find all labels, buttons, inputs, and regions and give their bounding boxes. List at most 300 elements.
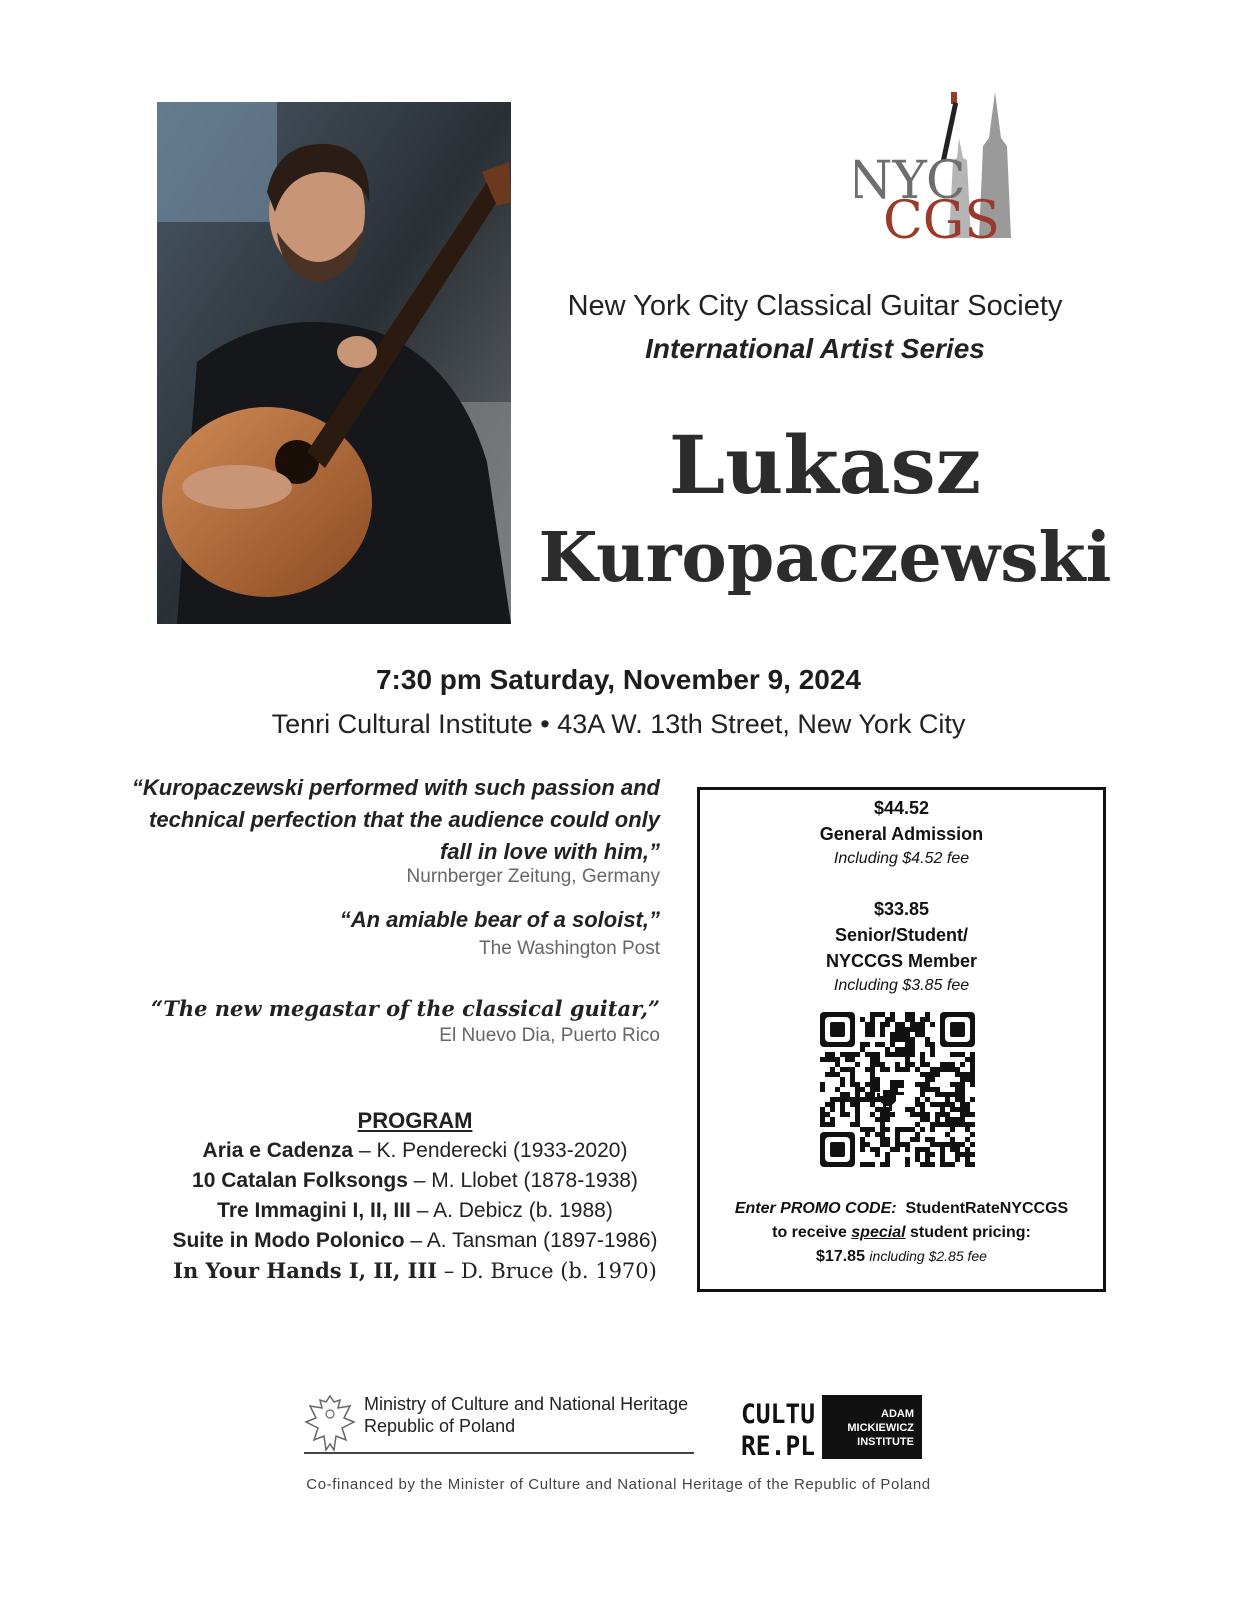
qr-module xyxy=(895,1147,900,1152)
qr-module xyxy=(885,1022,890,1027)
promo-prefix: Enter PROMO CODE: xyxy=(734,1200,897,1217)
adam-mickiewicz-institute-logo xyxy=(822,1395,922,1459)
qr-module xyxy=(910,1127,915,1132)
qr-module xyxy=(920,1022,925,1027)
promo-line-3 xyxy=(700,1248,1103,1266)
qr-module xyxy=(845,1092,850,1097)
qr-module xyxy=(890,1042,895,1047)
qr-module xyxy=(880,1027,885,1032)
qr-module xyxy=(870,1072,875,1077)
qr-module xyxy=(910,1017,915,1022)
qr-module xyxy=(965,1077,970,1082)
polish-eagle-emblem xyxy=(304,1392,356,1454)
qr-module xyxy=(950,1147,955,1152)
qr-module xyxy=(855,1062,860,1067)
qr-module xyxy=(925,1087,930,1092)
qr-module xyxy=(895,1037,900,1042)
qr-module xyxy=(865,1142,870,1147)
qr-module xyxy=(935,1087,940,1092)
qr-module xyxy=(970,1057,975,1062)
qr-module xyxy=(870,1052,875,1057)
qr-module xyxy=(905,1042,910,1047)
promo-line-1 xyxy=(700,1200,1103,1218)
qr-module xyxy=(970,1162,975,1167)
qr-module xyxy=(880,1022,885,1027)
qr-module xyxy=(970,1062,975,1067)
qr-module xyxy=(940,1107,945,1112)
qr-module xyxy=(915,1032,920,1037)
qr-module xyxy=(890,1017,895,1022)
qr-module xyxy=(890,1147,895,1152)
qr-module xyxy=(955,1152,960,1157)
qr-module xyxy=(880,1112,885,1117)
qr-module xyxy=(850,1077,855,1082)
qr-module xyxy=(860,1137,865,1142)
qr-module xyxy=(885,1157,890,1162)
qr-module xyxy=(915,1067,920,1072)
qr-module xyxy=(900,1027,905,1032)
quote-2-source: The Washington Post xyxy=(479,938,660,959)
qr-module xyxy=(855,1107,860,1112)
qr-module xyxy=(870,1162,875,1167)
qr-finder xyxy=(820,1012,855,1047)
qr-module xyxy=(930,1102,935,1107)
qr-module xyxy=(910,1062,915,1067)
qr-module xyxy=(890,1052,895,1057)
qr-module xyxy=(885,1137,890,1142)
ministry-line: Republic of Poland xyxy=(364,1416,516,1436)
qr-module xyxy=(935,1072,940,1077)
qr-module xyxy=(930,1142,935,1147)
qr-module xyxy=(950,1067,955,1072)
qr-module xyxy=(960,1102,965,1107)
qr-module xyxy=(960,1062,965,1067)
qr-module xyxy=(895,1022,900,1027)
qr-module xyxy=(860,1042,865,1047)
qr-module xyxy=(935,1102,940,1107)
qr-module xyxy=(910,1022,915,1027)
qr-module xyxy=(845,1052,850,1057)
qr-module xyxy=(930,1052,935,1057)
qr-module xyxy=(970,1052,975,1057)
qr-module xyxy=(835,1087,840,1092)
qr-module xyxy=(895,1047,900,1052)
qr-module xyxy=(840,1077,845,1082)
promo-text: to receive xyxy=(772,1224,852,1241)
qr-module xyxy=(870,1067,875,1072)
qr-module xyxy=(860,1127,865,1132)
promo-text: student pricing: xyxy=(905,1224,1031,1241)
qr-module xyxy=(860,1097,865,1102)
qr-module xyxy=(945,1112,950,1117)
qr-module xyxy=(875,1052,880,1057)
qr-module xyxy=(940,1092,945,1097)
qr-module xyxy=(885,1017,890,1022)
culture-logo-text: CULTU xyxy=(741,1399,815,1430)
qr-module xyxy=(970,1097,975,1102)
qr-module xyxy=(930,1077,935,1082)
qr-module xyxy=(830,1102,835,1107)
piece-title: In Your Hands I, II, III xyxy=(173,1258,438,1283)
qr-module xyxy=(860,1087,865,1092)
qr-module xyxy=(870,1012,875,1017)
qr-module xyxy=(930,1122,935,1127)
qr-module xyxy=(965,1162,970,1167)
qr-module xyxy=(905,1052,910,1057)
qr-module xyxy=(870,1022,875,1027)
qr-module xyxy=(970,1082,975,1087)
qr-module xyxy=(915,1082,920,1087)
qr-module xyxy=(895,1067,900,1072)
quote-2 xyxy=(130,904,660,936)
qr-module xyxy=(920,1072,925,1077)
qr-module xyxy=(870,1102,875,1107)
qr-module xyxy=(865,1097,870,1102)
qr-module xyxy=(895,1062,900,1067)
qr-module xyxy=(965,1137,970,1142)
program-item xyxy=(140,1226,690,1256)
ticket-qr-code[interactable] xyxy=(820,1012,975,1167)
qr-module xyxy=(875,1042,880,1047)
qr-module xyxy=(955,1117,960,1122)
qr-module xyxy=(905,1127,910,1132)
qr-module xyxy=(870,1127,875,1132)
qr-module xyxy=(950,1107,955,1112)
qr-module xyxy=(855,1092,860,1097)
qr-module xyxy=(900,1022,905,1027)
reduced-label-1: Senior/Student/ xyxy=(834,925,968,945)
qr-module xyxy=(920,1102,925,1107)
qr-module xyxy=(950,1122,955,1127)
qr-module xyxy=(880,1117,885,1122)
promo-line-2 xyxy=(700,1224,1103,1242)
qr-module xyxy=(925,1147,930,1152)
qr-module xyxy=(950,1102,955,1107)
qr-module xyxy=(910,1137,915,1142)
nyccgs-logo xyxy=(855,88,1035,248)
qr-module xyxy=(940,1162,945,1167)
qr-module xyxy=(960,1122,965,1127)
reduced-fee: Including $3.85 fee xyxy=(833,977,970,994)
qr-module xyxy=(890,1037,895,1042)
qr-module xyxy=(950,1127,955,1132)
qr-module xyxy=(840,1107,845,1112)
qr-module xyxy=(950,1082,955,1087)
qr-module xyxy=(925,1042,930,1047)
qr-module xyxy=(890,1012,895,1017)
qr-module xyxy=(905,1057,910,1062)
qr-module xyxy=(880,1162,885,1167)
qr-module xyxy=(950,1137,955,1142)
qr-module xyxy=(880,1122,885,1127)
qr-module xyxy=(910,1042,915,1047)
qr-module xyxy=(935,1142,940,1147)
qr-module xyxy=(885,1162,890,1167)
qr-module xyxy=(960,1097,965,1102)
series-title: International Artist Series xyxy=(645,333,985,364)
qr-module xyxy=(870,1077,875,1082)
qr-module xyxy=(960,1142,965,1147)
qr-module xyxy=(870,1112,875,1117)
qr-finder xyxy=(940,1012,975,1047)
logo-text-cgs: CGS xyxy=(883,191,1000,248)
qr-module xyxy=(960,1077,965,1082)
qr-module xyxy=(955,1142,960,1147)
quote-3 xyxy=(130,993,660,1025)
qr-module xyxy=(900,1067,905,1072)
qr-module xyxy=(950,1052,955,1057)
qr-module xyxy=(825,1102,830,1107)
qr-module xyxy=(885,1052,890,1057)
qr-module xyxy=(960,1082,965,1087)
qr-module xyxy=(900,1037,905,1042)
organization-name: New York City Classical Guitar Society xyxy=(567,290,1063,322)
qr-module xyxy=(830,1097,835,1102)
qr-module xyxy=(905,1012,910,1017)
qr-module xyxy=(840,1082,845,1087)
qr-module xyxy=(895,1127,900,1132)
program-item xyxy=(140,1256,690,1286)
qr-module xyxy=(875,1062,880,1067)
qr-module xyxy=(955,1147,960,1152)
qr-module xyxy=(865,1032,870,1037)
qr-module xyxy=(925,1077,930,1082)
qr-module xyxy=(885,1152,890,1157)
qr-module xyxy=(920,1117,925,1122)
piece-title: 10 Catalan Folksongs xyxy=(192,1169,408,1192)
qr-module xyxy=(940,1152,945,1157)
artist-last-name: Kuropaczewski xyxy=(538,518,1112,598)
qr-module xyxy=(955,1122,960,1127)
qr-module xyxy=(930,1162,935,1167)
reduced-label-2: NYCCGS Member xyxy=(825,951,978,971)
qr-module xyxy=(905,1147,910,1152)
qr-module xyxy=(950,1142,955,1147)
qr-module xyxy=(905,1017,910,1022)
qr-module xyxy=(860,1017,865,1022)
qr-module xyxy=(865,1067,870,1072)
qr-module xyxy=(840,1052,845,1057)
qr-module xyxy=(920,1082,925,1087)
qr-module xyxy=(915,1122,920,1127)
qr-module xyxy=(895,1137,900,1142)
qr-module xyxy=(930,1047,935,1052)
qr-module xyxy=(945,1097,950,1102)
qr-module xyxy=(900,1047,905,1052)
qr-module xyxy=(840,1097,845,1102)
qr-module xyxy=(880,1132,885,1137)
qr-module xyxy=(865,1127,870,1132)
qr-module xyxy=(870,1062,875,1067)
qr-module xyxy=(865,1022,870,1027)
qr-module xyxy=(945,1132,950,1137)
piece-title: Aria e Cadenza xyxy=(202,1139,354,1162)
qr-module xyxy=(965,1112,970,1117)
qr-module xyxy=(925,1012,930,1017)
qr-module xyxy=(900,1127,905,1132)
qr-module xyxy=(905,1062,910,1067)
event-venue: Tenri Cultural Institute • 43A W. 13th Street, New York City xyxy=(271,709,966,739)
qr-module xyxy=(905,1067,910,1072)
qr-module xyxy=(870,1027,875,1032)
qr-module xyxy=(945,1117,950,1122)
artist-photo xyxy=(157,102,511,624)
qr-module xyxy=(900,1032,905,1037)
qr-module xyxy=(925,1072,930,1077)
qr-module xyxy=(860,1142,865,1147)
qr-module xyxy=(915,1112,920,1117)
qr-module xyxy=(910,1027,915,1032)
qr-module xyxy=(850,1072,855,1077)
qr-module xyxy=(950,1092,955,1097)
qr-module xyxy=(910,1037,915,1042)
qr-module xyxy=(920,1057,925,1062)
qr-module xyxy=(960,1072,965,1077)
qr-module xyxy=(930,1137,935,1142)
qr-module xyxy=(830,1072,835,1077)
qr-module xyxy=(885,1067,890,1072)
qr-module xyxy=(880,1042,885,1047)
event-datetime: 7:30 pm Saturday, November 9, 2024 xyxy=(375,664,862,695)
qr-module xyxy=(885,1117,890,1122)
qr-module xyxy=(850,1097,855,1102)
qr-module xyxy=(935,1122,940,1127)
qr-module xyxy=(915,1027,920,1032)
qr-module xyxy=(905,1027,910,1032)
qr-module xyxy=(820,1112,825,1117)
qr-module xyxy=(955,1107,960,1112)
reduced-price: $33.85 xyxy=(873,899,930,919)
qr-module xyxy=(920,1032,925,1037)
qr-module xyxy=(915,1132,920,1137)
qr-module xyxy=(875,1152,880,1157)
ministry-name xyxy=(364,1393,688,1437)
qr-module xyxy=(905,1047,910,1052)
qr-module xyxy=(855,1102,860,1107)
qr-module xyxy=(845,1097,850,1102)
qr-module xyxy=(865,1132,870,1137)
qr-module xyxy=(845,1057,850,1062)
qr-module xyxy=(915,1152,920,1157)
qr-module xyxy=(875,1057,880,1062)
general-price: $44.52 xyxy=(873,798,930,818)
culture-logo-text: RE.PL xyxy=(741,1431,815,1459)
qr-module xyxy=(835,1072,840,1077)
qr-module xyxy=(915,1157,920,1162)
qr-module xyxy=(875,1117,880,1122)
qr-module xyxy=(950,1117,955,1122)
qr-module xyxy=(960,1112,965,1117)
qr-module xyxy=(925,1157,930,1162)
logo-text-nyc: NYC xyxy=(855,151,966,211)
qr-module xyxy=(880,1127,885,1132)
piece-composer: – K. Penderecki (1933-2020) xyxy=(353,1139,628,1162)
qr-module xyxy=(865,1092,870,1097)
qr-module xyxy=(880,1062,885,1067)
qr-module xyxy=(880,1032,885,1037)
qr-module xyxy=(960,1087,965,1092)
qr-module xyxy=(970,1142,975,1147)
qr-module xyxy=(940,1147,945,1152)
qr-module xyxy=(935,1092,940,1097)
promo-price: $17.85 xyxy=(816,1248,865,1265)
qr-module xyxy=(905,1162,910,1167)
qr-module xyxy=(930,1152,935,1157)
qr-module xyxy=(875,1147,880,1152)
qr-module xyxy=(875,1087,880,1092)
qr-module xyxy=(960,1107,965,1112)
qr-module xyxy=(925,1152,930,1157)
qr-finder xyxy=(820,1132,855,1167)
qr-module xyxy=(885,1112,890,1117)
qr-module xyxy=(840,1102,845,1107)
promo-code: StudentRateNYCCGS xyxy=(905,1200,1069,1217)
qr-module xyxy=(830,1107,835,1112)
qr-module xyxy=(945,1162,950,1167)
piece-composer: – A. Debicz (b. 1988) xyxy=(410,1199,613,1222)
qr-module xyxy=(870,1032,875,1037)
qr-module xyxy=(825,1057,830,1062)
qr-module xyxy=(880,1067,885,1072)
qr-module xyxy=(840,1067,845,1072)
qr-module xyxy=(920,1147,925,1152)
qr-module xyxy=(915,1137,920,1142)
qr-module xyxy=(865,1082,870,1087)
qr-module xyxy=(845,1112,850,1117)
qr-module xyxy=(845,1067,850,1072)
qr-module xyxy=(860,1162,865,1167)
qr-module xyxy=(960,1117,965,1122)
qr-module xyxy=(930,1022,935,1027)
qr-module xyxy=(920,1027,925,1032)
qr-module xyxy=(820,1057,825,1062)
institute-line: INSTITUTE xyxy=(857,1436,914,1448)
institute-line: MICKIEWICZ xyxy=(847,1422,914,1434)
qr-module xyxy=(965,1057,970,1062)
qr-module xyxy=(970,1072,975,1077)
qr-module xyxy=(895,1052,900,1057)
qr-module xyxy=(850,1052,855,1057)
qr-module xyxy=(925,1137,930,1142)
qr-module xyxy=(940,1142,945,1147)
quote-1-line: technical perfection that the audience could only xyxy=(149,807,660,832)
qr-module xyxy=(960,1052,965,1057)
institute-line: ADAM xyxy=(881,1408,914,1420)
qr-module xyxy=(875,1132,880,1137)
qr-module xyxy=(915,1022,920,1027)
piece-composer: – A. Tansman (1897-1986) xyxy=(404,1229,658,1252)
qr-module xyxy=(855,1117,860,1122)
qr-module xyxy=(865,1027,870,1032)
qr-module xyxy=(960,1092,965,1097)
qr-module xyxy=(875,1107,880,1112)
qr-module xyxy=(965,1122,970,1127)
quote-1-line: “Kuropaczewski performed with such passion and xyxy=(131,775,660,800)
qr-module xyxy=(830,1117,835,1122)
qr-module xyxy=(870,1147,875,1152)
program-item xyxy=(140,1196,690,1226)
qr-module xyxy=(885,1142,890,1147)
qr-module xyxy=(930,1067,935,1072)
qr-module xyxy=(970,1077,975,1082)
qr-module xyxy=(840,1092,845,1097)
qr-module xyxy=(865,1042,870,1047)
qr-module xyxy=(820,1107,825,1112)
qr-module xyxy=(910,1052,915,1057)
qr-module xyxy=(835,1057,840,1062)
qr-module xyxy=(955,1087,960,1092)
qr-module xyxy=(835,1097,840,1102)
